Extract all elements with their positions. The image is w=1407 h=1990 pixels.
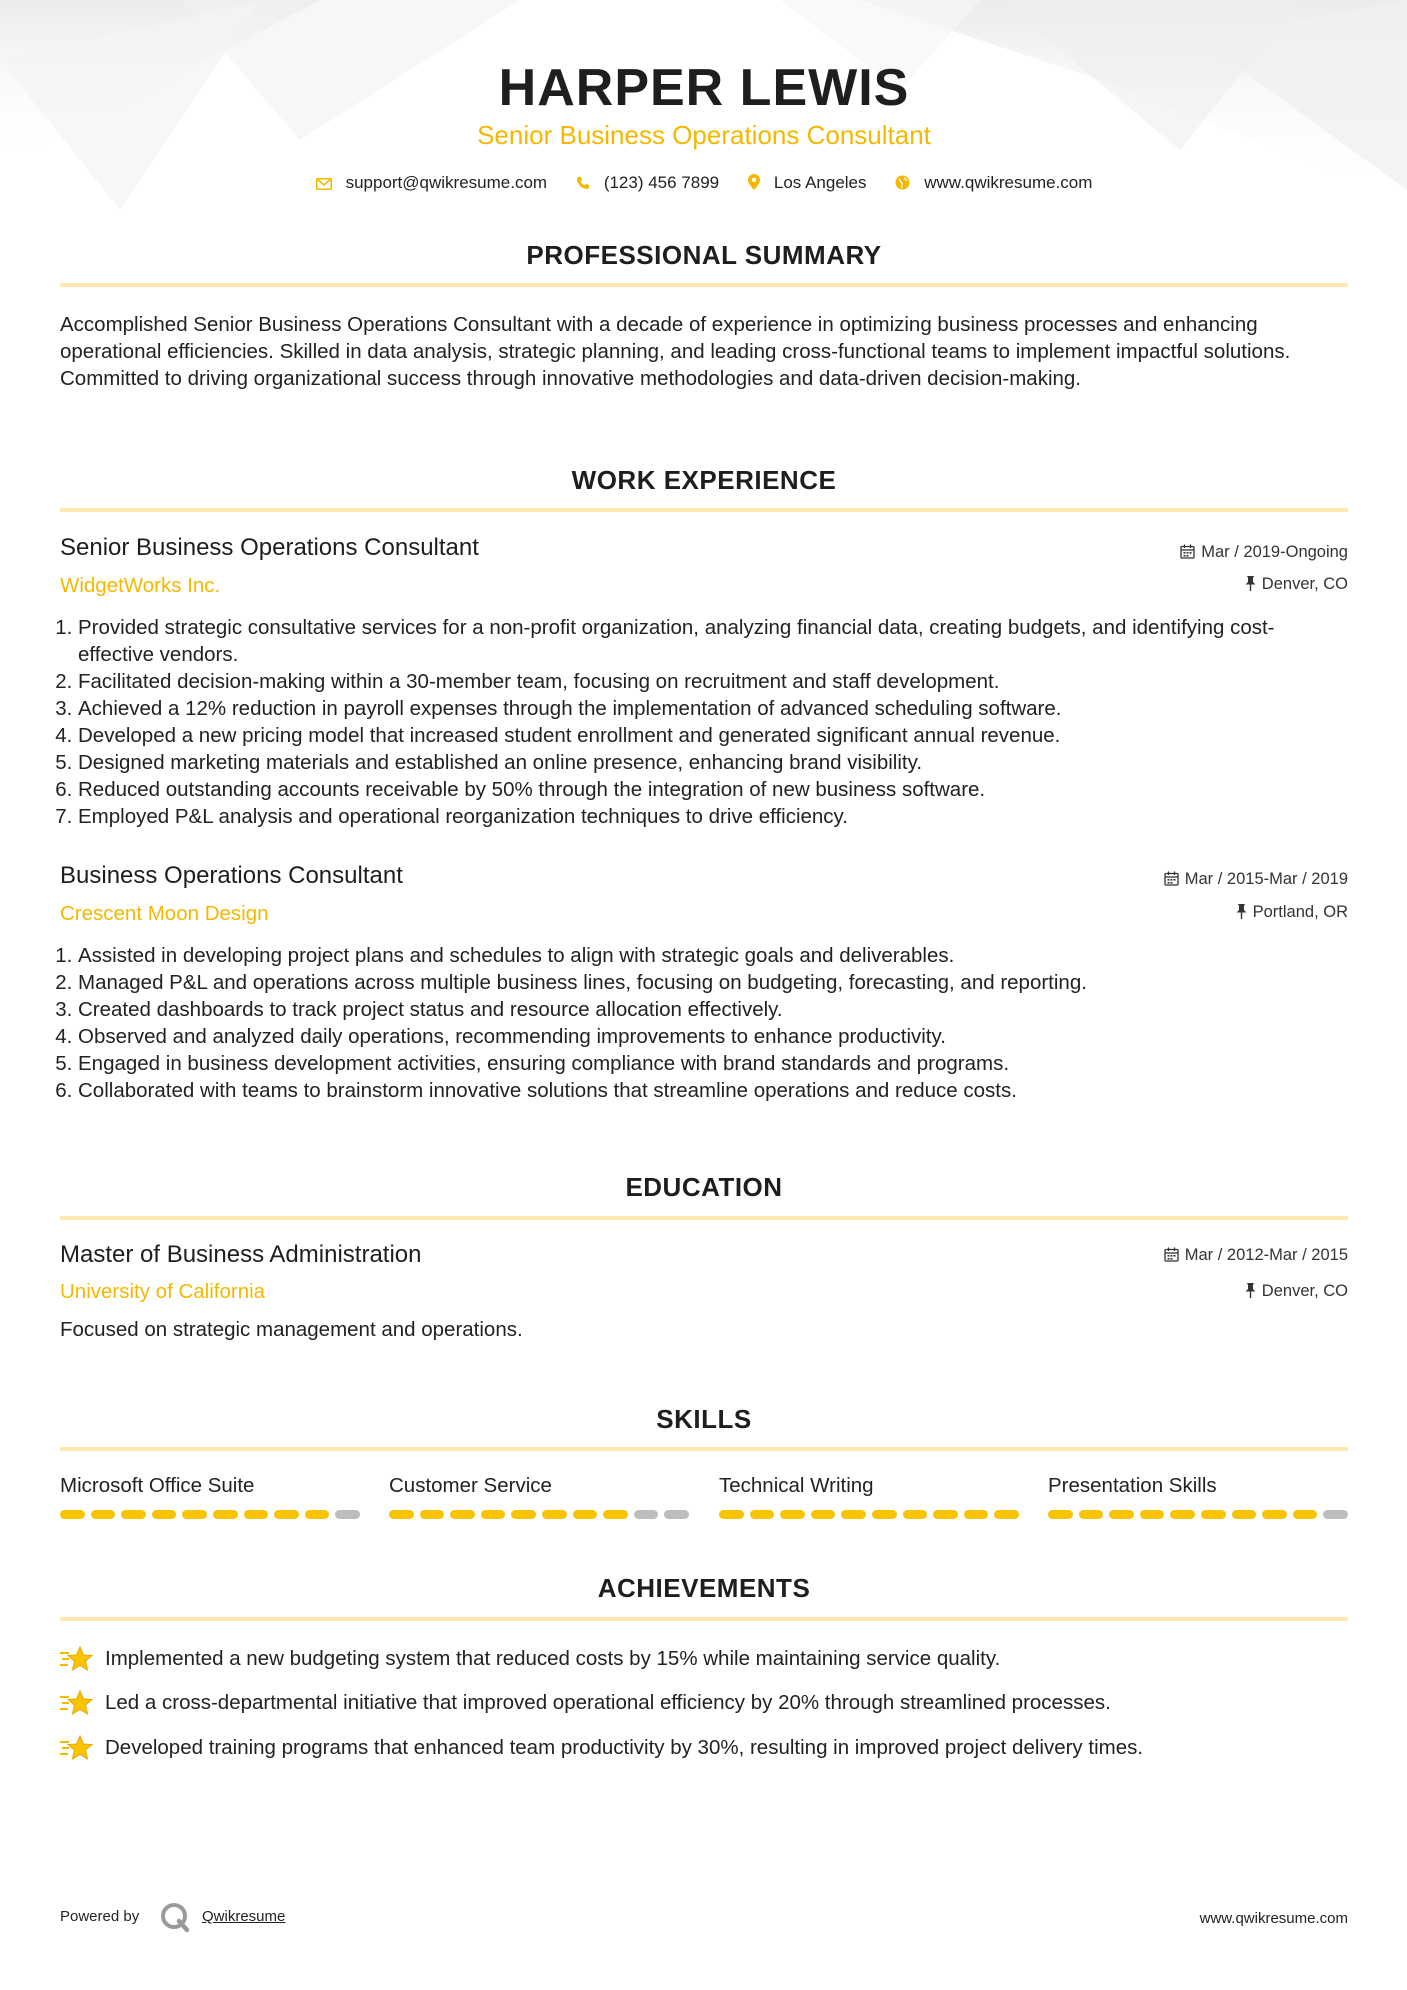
envelope-icon xyxy=(316,178,332,190)
skill-level-segment xyxy=(420,1510,445,1519)
list-item: 1. Assisted in developing project plans and schedules to align with strategic goals and deliverables. xyxy=(78,942,1350,969)
skill-level-segment xyxy=(389,1510,414,1519)
skill-level-segment xyxy=(542,1510,567,1519)
skill-level-bar xyxy=(389,1510,689,1519)
skill-name: Technical Writing xyxy=(719,1474,874,1497)
job-title: Senior Business Operations Consultant xyxy=(60,534,479,561)
skill-level-segment xyxy=(841,1510,866,1519)
skill-level-segment xyxy=(750,1510,775,1519)
contact-row xyxy=(60,172,1348,193)
skill-level-segment xyxy=(60,1510,85,1519)
calendar-icon xyxy=(1164,871,1179,886)
skills-heading: SKILLS xyxy=(656,1404,752,1434)
skill-level-segment xyxy=(305,1510,330,1519)
skill-name: Customer Service xyxy=(389,1474,552,1497)
education-dates xyxy=(1164,1246,1348,1265)
education-dates-text: Mar / 2012-Mar / 2015 xyxy=(1184,1246,1348,1264)
section-divider xyxy=(60,1216,1348,1220)
skill-level-segment xyxy=(1293,1510,1318,1519)
list-item: 5. Designed marketing materials and established an online presence, enhancing brand visibility. xyxy=(78,749,1350,776)
job-bullets xyxy=(60,942,1350,1104)
skill-item xyxy=(719,1474,1019,1519)
skill-level-segment xyxy=(121,1510,146,1519)
phone-icon xyxy=(576,176,590,190)
skill-level-segment xyxy=(244,1510,269,1519)
list-item: 5. Engaged in business development activities, ensuring compliance with brand standards and programs. xyxy=(78,1050,1350,1077)
skill-level-segment xyxy=(964,1510,989,1519)
job-dates xyxy=(1164,870,1348,889)
skill-item xyxy=(60,1474,360,1519)
star-icon xyxy=(60,1734,94,1762)
list-item: 6. Collaborated with teams to brainstorm innovative solutions that streamline operations and reduce costs. xyxy=(78,1077,1350,1104)
candidate-name: HARPER LEWIS xyxy=(498,59,910,117)
list-item: 6. Reduced outstanding accounts receivable by 50% through the integration of new business software. xyxy=(78,776,1350,803)
job-location xyxy=(1236,903,1348,922)
skill-level-segment xyxy=(274,1510,299,1519)
skill-level-segment xyxy=(1262,1510,1287,1519)
skill-level-segment xyxy=(1170,1510,1195,1519)
skill-name: Microsoft Office Suite xyxy=(60,1474,255,1497)
skill-level-segment xyxy=(903,1510,928,1519)
list-item: 4. Observed and analyzed daily operations, recommending improvements to enhance productivity. xyxy=(78,1023,1350,1050)
list-item: 3. Achieved a 12% reduction in payroll expenses through the implementation of advanced scheduling software. xyxy=(78,695,1350,722)
star-icon xyxy=(60,1689,94,1717)
skill-item xyxy=(389,1474,689,1519)
skill-level-segment xyxy=(933,1510,958,1519)
education-heading: EDUCATION xyxy=(625,1172,783,1202)
skill-level-segment xyxy=(213,1510,238,1519)
skill-level-segment xyxy=(719,1510,744,1519)
job-location xyxy=(1245,575,1348,594)
experience-heading: WORK EXPERIENCE xyxy=(571,465,837,495)
degree-title: Master of Business Administration xyxy=(60,1241,422,1268)
job-location-text: Portland, OR xyxy=(1252,903,1348,921)
skill-level-segment xyxy=(1079,1510,1104,1519)
education-location xyxy=(1245,1282,1348,1301)
job-dates xyxy=(1180,543,1348,562)
skill-level-segment xyxy=(481,1510,506,1519)
skill-level-segment xyxy=(1323,1510,1348,1519)
skill-level-segment xyxy=(1109,1510,1134,1519)
skill-level-segment xyxy=(780,1510,805,1519)
list-item: 7. Employed P&L analysis and operational reorganization techniques to drive efficiency. xyxy=(78,803,1350,830)
qwikresume-logo-icon[interactable] xyxy=(158,1900,192,1934)
contact-email[interactable] xyxy=(316,173,548,193)
skill-item xyxy=(1048,1474,1348,1519)
contact-phone[interactable] xyxy=(576,173,719,193)
achievement-text: Led a cross-departmental initiative that improved operational efficiency by 20% through streamlined processes. xyxy=(105,1691,1111,1714)
skill-level-segment xyxy=(152,1510,177,1519)
skill-level-segment xyxy=(1048,1510,1073,1519)
location-text: Los Angeles xyxy=(773,172,867,192)
achievement-text: Implemented a new budgeting system that reduced costs by 15% while maintaining service quality. xyxy=(105,1647,1001,1670)
list-item: 1. Provided strategic consultative services for a non-profit organization, analyzing financial data, creating budgets, and identifying cost-effective vendors. xyxy=(78,614,1350,668)
skill-level-bar xyxy=(60,1510,360,1519)
section-divider xyxy=(60,1447,1348,1451)
achievements-heading: ACHIEVEMENTS xyxy=(597,1573,811,1603)
job-title: Business Operations Consultant xyxy=(60,862,403,889)
skill-level-segment xyxy=(811,1510,836,1519)
job-location-text: Denver, CO xyxy=(1261,575,1348,593)
skill-level-segment xyxy=(1232,1510,1257,1519)
pushpin-icon xyxy=(1236,904,1247,919)
job-company: Crescent Moon Design xyxy=(60,902,269,925)
calendar-icon xyxy=(1180,544,1195,559)
website-text: www.qwikresume.com xyxy=(924,172,1093,192)
achievement-item xyxy=(60,1691,1348,1721)
achievement-item xyxy=(60,1647,1348,1677)
job-dates-text: Mar / 2019-Ongoing xyxy=(1201,543,1348,561)
map-pin-icon xyxy=(748,174,760,190)
section-divider xyxy=(60,283,1348,287)
calendar-icon xyxy=(1164,1247,1179,1262)
skill-level-segment xyxy=(634,1510,659,1519)
powered-by-label: Powered by xyxy=(60,1908,140,1925)
achievement-item xyxy=(60,1736,1348,1766)
skill-level-segment xyxy=(450,1510,475,1519)
skill-level-segment xyxy=(335,1510,360,1519)
skill-level-segment xyxy=(91,1510,116,1519)
skill-level-segment xyxy=(664,1510,689,1519)
skill-level-segment xyxy=(1201,1510,1226,1519)
list-item: 4. Developed a new pricing model that increased student enrollment and generated significant annual revenue. xyxy=(78,722,1350,749)
education-location-text: Denver, CO xyxy=(1261,1282,1348,1300)
pushpin-icon xyxy=(1245,576,1256,591)
achievement-text: Developed training programs that enhanced team productivity by 30%, resulting in improved project delivery times. xyxy=(105,1736,1144,1759)
candidate-role: Senior Business Operations Consultant xyxy=(477,120,931,150)
skill-level-bar xyxy=(1048,1510,1348,1519)
footer xyxy=(60,1900,1348,1940)
footer-website[interactable]: www.qwikresume.com xyxy=(1199,1910,1348,1927)
job-dates-text: Mar / 2015-Mar / 2019 xyxy=(1184,870,1348,888)
list-item: 2. Managed P&L and operations across multiple business lines, focusing on budgeting, forecasting, and reporting. xyxy=(78,969,1350,996)
school-name: University of California xyxy=(60,1280,266,1303)
globe-icon xyxy=(895,175,910,190)
star-icon xyxy=(60,1645,94,1673)
phone-text: (123) 456 7899 xyxy=(603,172,720,192)
skill-level-segment xyxy=(994,1510,1019,1519)
skill-name: Presentation Skills xyxy=(1048,1474,1217,1497)
section-divider xyxy=(60,508,1348,512)
skill-level-segment xyxy=(603,1510,628,1519)
list-item: 2. Facilitated decision-making within a 30-member team, focusing on recruitment and staff development. xyxy=(78,668,1350,695)
qwikresume-link[interactable]: Qwikresume xyxy=(202,1908,286,1925)
skill-level-bar xyxy=(719,1510,1019,1519)
section-divider xyxy=(60,1617,1348,1621)
education-description: Focused on strategic management and operations. xyxy=(60,1318,523,1341)
pushpin-icon xyxy=(1245,1283,1256,1298)
job-bullets xyxy=(60,614,1350,830)
summary-heading: PROFESSIONAL SUMMARY xyxy=(526,240,882,270)
skill-level-segment xyxy=(511,1510,536,1519)
contact-location xyxy=(748,173,867,193)
skill-level-segment xyxy=(1140,1510,1165,1519)
job-company: WidgetWorks Inc. xyxy=(60,574,221,597)
skill-level-segment xyxy=(872,1510,897,1519)
email-text: support@qwikresume.com xyxy=(345,172,548,192)
skill-level-segment xyxy=(182,1510,207,1519)
summary-text: Accomplished Senior Business Operations Consultant with a decade of experience in optimizing business processes and enhancing operational efficiencies. Skilled in data analysis, strategic planning, and leading cross-functional teams to implement impactful solutions. Committed to driving organizational success through innovative methodologies and data-driven decision-making. xyxy=(60,313,1291,390)
contact-website[interactable] xyxy=(895,173,1092,193)
list-item: 3. Created dashboards to track project status and resource allocation effectively. xyxy=(78,996,1350,1023)
skill-level-segment xyxy=(573,1510,598,1519)
